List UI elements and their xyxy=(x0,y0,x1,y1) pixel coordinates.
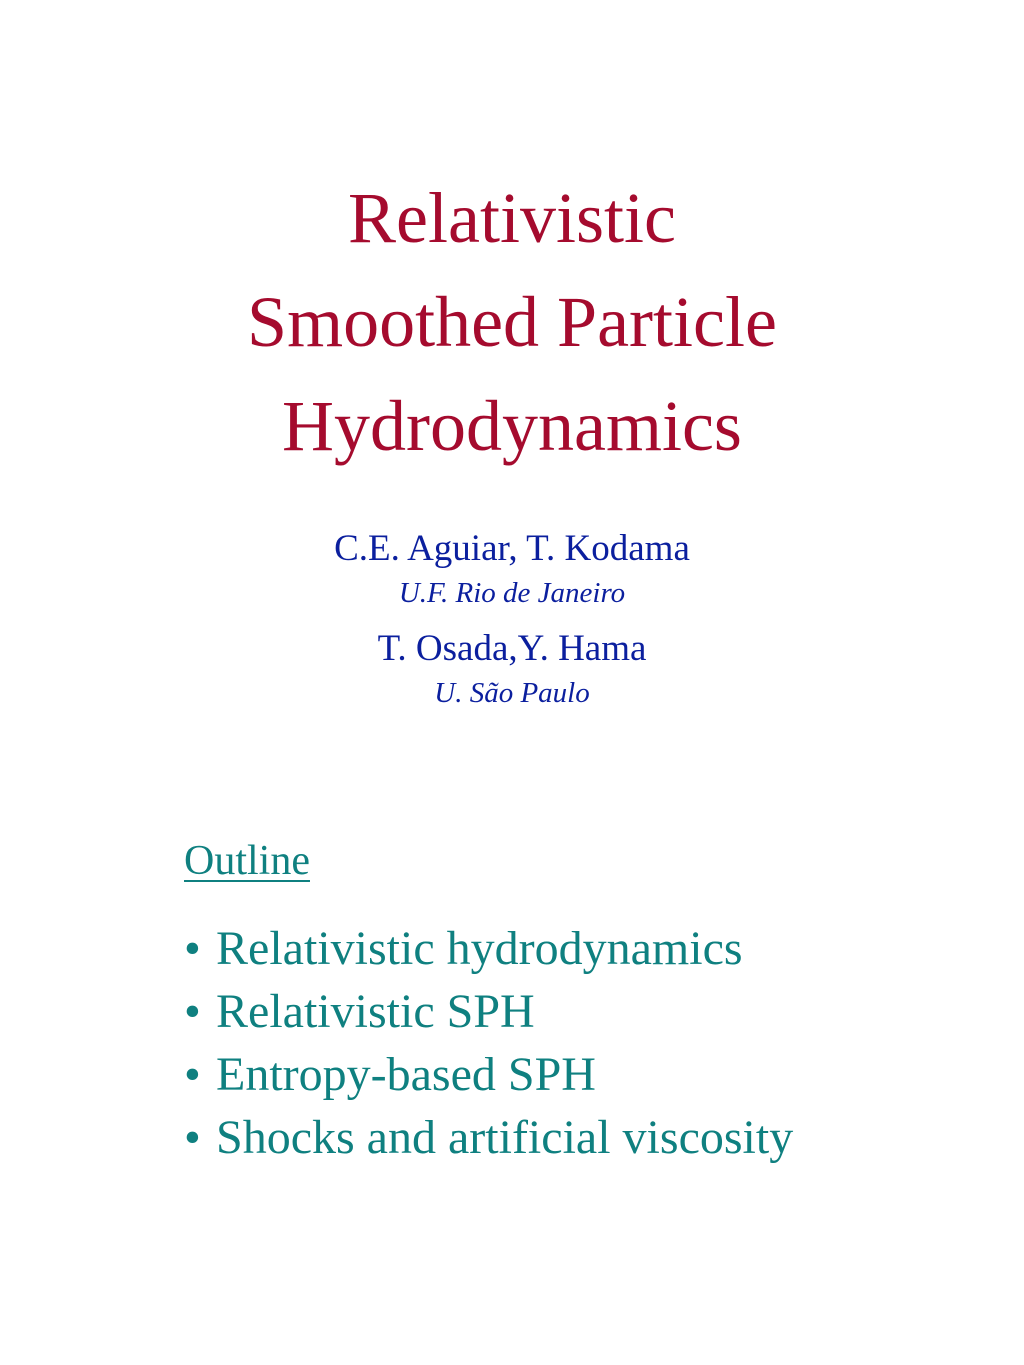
outline-item xyxy=(184,1043,944,1106)
title-line-3: Hydrodynamics xyxy=(282,386,742,466)
bullet-icon: • xyxy=(184,922,201,975)
outline-section xyxy=(184,833,944,1169)
outline-item xyxy=(184,917,944,980)
author-block-1 xyxy=(0,525,1024,613)
title-line-2: Smoothed Particle xyxy=(247,282,777,362)
author-names: C.E. Aguiar, T. Kodama xyxy=(334,528,690,569)
bullet-icon: • xyxy=(184,1111,201,1164)
author-names: T. Osada,Y. Hama xyxy=(377,628,647,669)
outline-heading: Outline xyxy=(184,838,310,884)
outline-item-text: Relativistic hydrodynamics xyxy=(216,922,743,975)
bullet-icon: • xyxy=(184,1048,201,1101)
title-line-1: Relativistic xyxy=(348,178,676,258)
outline-item xyxy=(184,1106,944,1169)
author-block-2 xyxy=(0,625,1024,713)
outline-item-text: Shocks and artificial viscosity xyxy=(216,1111,794,1164)
outline-item-text: Entropy-based SPH xyxy=(216,1048,596,1101)
outline-list xyxy=(184,917,944,1169)
outline-item xyxy=(184,980,944,1043)
bullet-icon: • xyxy=(184,985,201,1038)
outline-item-text: Relativistic SPH xyxy=(216,985,535,1038)
author-affiliation: U.F. Rio de Janeiro xyxy=(398,577,626,609)
slide-title xyxy=(0,166,1024,478)
author-affiliation: U. São Paulo xyxy=(434,677,590,709)
